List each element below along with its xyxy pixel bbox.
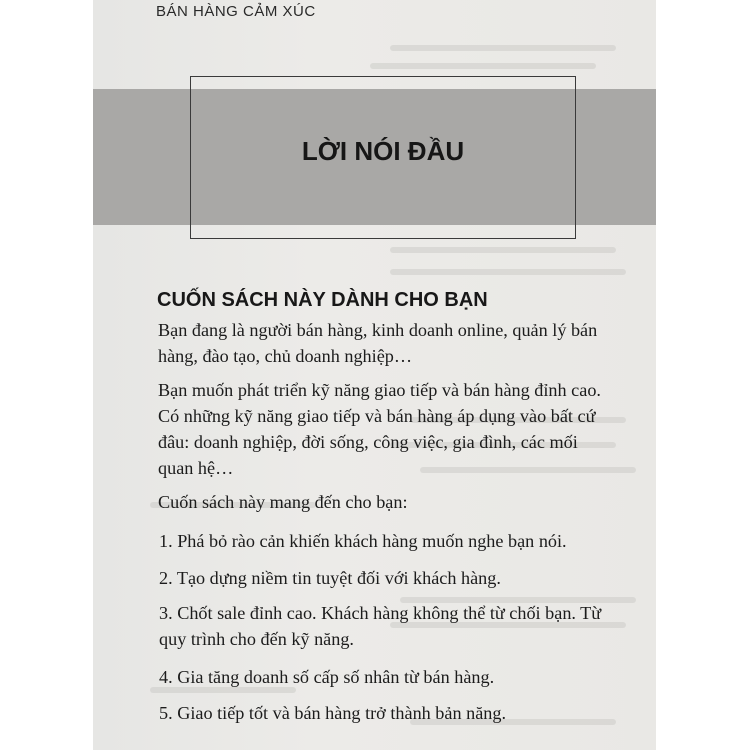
text-line: hàng, đào tạo, chủ doanh nghiệp… [158, 346, 413, 366]
text-line: đâu: doanh nghiệp, đời sống, công việc, gia đình, các mối [158, 432, 578, 452]
text-line: 1. Phá bỏ rào cản khiến khách hàng muốn nghe bạn nói. [159, 531, 567, 551]
list-item [159, 528, 629, 554]
list-item [159, 600, 629, 652]
list-item [159, 700, 629, 726]
text-line: Bạn muốn phát triển kỹ năng giao tiếp và bán hàng đỉnh cao. [158, 380, 601, 400]
text-line: quy trình cho đến kỹ năng. [159, 629, 354, 649]
text-line: Cuốn sách này mang đến cho bạn: [158, 492, 408, 512]
chapter-title: LỜI NÓI ĐẦU [301, 136, 465, 166]
paragraph-2 [158, 377, 628, 481]
paragraph-1 [158, 317, 628, 369]
text-line: 4. Gia tăng doanh số cấp số nhân từ bán hàng. [159, 667, 495, 687]
text-line: 3. Chốt sale đỉnh cao. Khách hàng không thể từ chối bạn. Từ [159, 603, 602, 623]
paragraph-3 [158, 489, 628, 515]
text-line: quan hệ… [158, 458, 234, 478]
section-heading: CUỐN SÁCH NÀY DÀNH CHO BẠN [157, 289, 488, 311]
text-line: Bạn đang là người bán hàng, kinh doanh online, quản lý bán [158, 320, 598, 340]
running-header: BÁN HÀNG CẢM XÚC [156, 3, 316, 20]
text-line: 5. Giao tiếp tốt và bán hàng trở thành bản năng. [159, 703, 507, 723]
list-item [159, 565, 629, 591]
text-line: Có những kỹ năng giao tiếp và bán hàng áp dụng vào bất cứ [158, 406, 596, 426]
list-item [159, 664, 629, 690]
book-page [93, 0, 656, 750]
text-line: 2. Tạo dựng niềm tin tuyệt đối với khách hàng. [159, 568, 501, 588]
title-frame [190, 76, 576, 239]
